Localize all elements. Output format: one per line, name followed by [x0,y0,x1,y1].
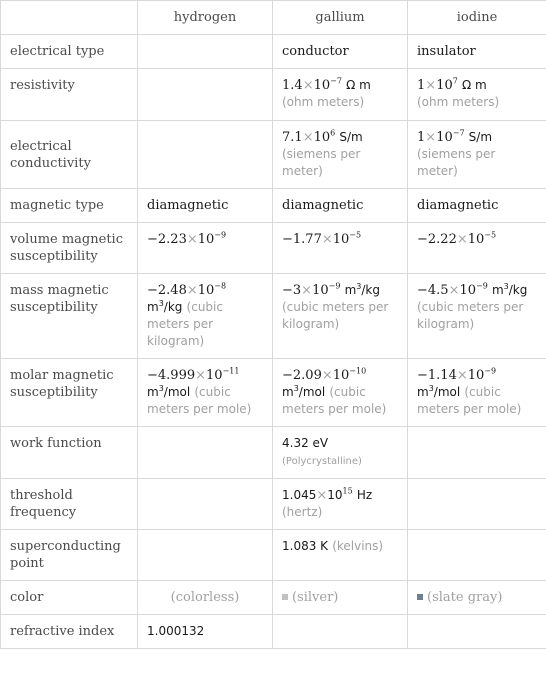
exponent: 15 [342,486,353,496]
cell-iodine: insulator [408,35,546,69]
row-magnetic-type [1,189,546,223]
mantissa: −2.48 [147,283,187,298]
base: 10 [436,130,453,145]
unit: $m^3$/mol [417,384,461,399]
row-label: molar magnetic susceptibility [1,359,138,427]
row-label: superconducting point [1,530,138,581]
exponent: 6 [330,128,336,138]
unit: Hz [356,488,373,502]
header-gallium: gallium [273,1,408,35]
row-volume-magnetic-susceptibility [1,223,546,274]
row-label: refractive index [1,615,138,649]
times-sign: × [321,368,333,383]
unit-note: (hertz) [282,505,323,519]
row-label: electrical conductivity [1,121,138,189]
row-color [1,581,546,615]
base: 10 [313,78,331,93]
header-row [1,1,546,35]
unit-note: (ohm meters) [417,95,500,109]
row-superconducting-point [1,530,546,581]
cell-gallium [273,581,408,615]
cell-iodine [408,121,546,189]
row-resistivity [1,69,546,121]
cell-iodine [408,223,546,274]
row-label: threshold frequency [1,479,138,530]
exponent: −11 [222,366,240,376]
cell-hydrogen [138,427,273,479]
cell-hydrogen [138,35,273,69]
unit-note: (ohm meters) [282,95,365,109]
unit-note: (siemens per meter) [282,147,361,178]
times-sign: × [301,283,313,298]
base: 10 [467,232,485,247]
cell-iodine [408,274,546,359]
row-electrical-type [1,35,546,69]
exponent: 7 [452,76,458,86]
unit: $m^3/kg$ [491,282,528,297]
cell-hydrogen [138,530,273,581]
exponent: −9 [214,230,227,240]
mantissa: −2.22 [417,232,457,247]
mantissa: −2.23 [147,232,187,247]
row-label: magnetic type [1,189,138,223]
mantissa: −4.5 [417,283,449,298]
mantissa: 1.045 [282,488,317,502]
mantissa: 1.4 [282,78,303,93]
times-sign: × [425,130,437,145]
cell-hydrogen [138,223,273,274]
times-sign: × [456,368,468,383]
exponent: −8 [214,281,227,291]
row-label: work function [1,427,138,479]
times-sign: × [448,283,460,298]
unit-note: (cubic meters per kilogram) [147,300,223,348]
base: 10 [467,368,485,383]
base: 10 [332,232,350,247]
row-label: color [1,581,138,615]
color-name: (colorless) [170,590,240,605]
header-hydrogen: hydrogen [138,1,273,35]
times-sign: × [302,78,314,93]
times-sign: × [321,232,333,247]
unit-note: (cubic meters per mole) [147,385,252,416]
cell-iodine [408,359,546,427]
row-label: mass magnetic susceptibility [1,274,138,359]
row-label: electrical type [1,35,138,69]
base: 10 [197,283,215,298]
unit: $m^3$/mol [147,384,191,399]
unit: S/m [468,130,493,144]
cell-hydrogen: diamagnetic [138,189,273,223]
base: 10 [436,78,453,93]
cell-iodine [408,530,546,581]
cell-gallium: diamagnetic [273,189,408,223]
cell-hydrogen [138,581,273,615]
unit: $m^3$/mol [282,384,326,399]
times-sign: × [302,130,314,145]
unit-note: (cubic meters per mole) [417,385,522,416]
cell-hydrogen [138,479,273,530]
unit-note: (cubic meters per mole) [282,385,387,416]
mantissa: 1 [417,78,426,93]
mantissa: 1 [417,130,426,145]
base: 10 [459,283,477,298]
cell-gallium [273,274,408,359]
color-name: (silver) [292,590,339,605]
cell-gallium [273,121,408,189]
row-refractive-index [1,615,546,649]
value: 1.083 K [282,539,329,553]
exponent: −9 [476,281,488,291]
unit: $m^3/kg$ [344,282,380,297]
cell-gallium [273,359,408,427]
exponent: −7 [452,128,465,138]
times-sign: × [456,232,468,247]
row-label: volume magnetic susceptibility [1,223,138,274]
base: 10 [332,368,350,383]
unit-note: (cubic meters per kilogram) [282,300,389,331]
cell-hydrogen: 1.000132 [138,615,273,649]
row-threshold-frequency [1,479,546,530]
cell-gallium [273,479,408,530]
row-mass-magnetic-susceptibility [1,274,546,359]
color-name: (slate gray) [427,590,503,605]
times-sign: × [195,368,207,383]
mantissa: 7.1 [282,130,303,145]
color-swatch-silver [282,594,288,600]
cell-hydrogen [138,121,273,189]
row-label: resistivity [1,69,138,121]
cell-iodine [408,69,546,121]
cell-iodine [408,427,546,479]
base: 10 [206,368,223,383]
unit-note: (kelvins) [332,539,384,553]
cell-gallium [273,223,408,274]
cell-gallium [273,69,408,121]
times-sign: × [186,232,198,247]
times-sign: × [425,78,437,93]
cell-gallium [273,427,408,479]
base: 10 [312,283,329,298]
mantissa: −4.999 [147,368,196,383]
mantissa: −1.14 [417,368,457,383]
color-swatch-slate-gray [417,594,423,600]
cell-iodine [408,581,546,615]
mantissa: −2.09 [282,368,322,383]
cell-gallium: conductor [273,35,408,69]
base: 10 [197,232,215,247]
exponent: −10 [349,366,367,376]
exponent: −9 [484,366,497,376]
times-sign: × [186,283,198,298]
exponent: −5 [349,230,362,240]
unit-note: (siemens per meter) [417,147,496,178]
unit-note: (cubic meters per kilogram) [417,300,524,331]
unit: S/m [339,130,363,144]
header-corner [1,1,138,35]
mantissa: −1.77 [282,232,322,247]
cell-hydrogen [138,359,273,427]
row-molar-magnetic-susceptibility [1,359,546,427]
cell-iodine [408,615,546,649]
unit: Ω m [346,78,371,92]
row-electrical-conductivity [1,121,546,189]
mantissa: −3 [282,283,302,298]
row-work-function [1,427,546,479]
cell-iodine [408,479,546,530]
cell-hydrogen [138,274,273,359]
unit: $m^3/kg$ [147,299,183,314]
cell-gallium [273,530,408,581]
header-iodine: iodine [408,1,546,35]
base: 10 [313,130,331,145]
cell-hydrogen [138,69,273,121]
exponent: −5 [484,230,497,240]
cell-gallium [273,615,408,649]
unit-note: (Polycrystalline) [282,456,362,467]
unit: Ω m [461,78,487,92]
exponent: −9 [328,281,341,291]
cell-iodine: diamagnetic [408,189,546,223]
times-sign: × [316,488,328,503]
value: 4.32 eV [282,436,329,450]
exponent: −7 [330,76,342,86]
base: 10 [327,488,343,502]
